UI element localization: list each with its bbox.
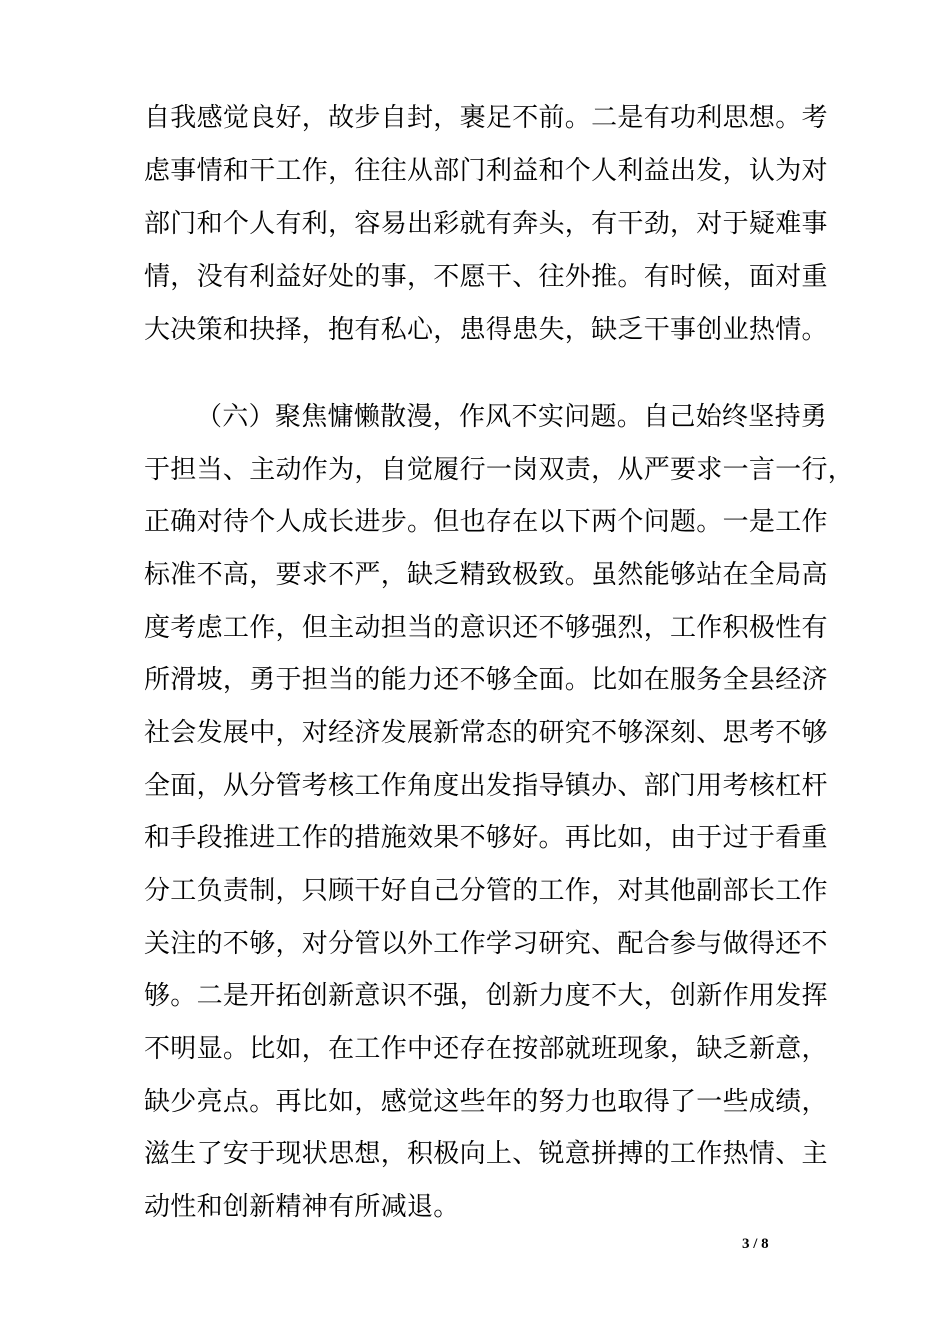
paragraph-line: 于担当、主动作为，自觉履行一岗双责，从严要求一言一行，	[144, 455, 855, 485]
paragraph-line: 所滑坡，勇于担当的能力还不够全面。比如在服务全县经济	[144, 665, 828, 695]
paragraph-line: 够。二是开拓创新意识不强，创新力度不大，创新作用发挥	[144, 981, 828, 1011]
paragraph-line: 正确对待个人成长进步。但也存在以下两个问题。一是工作	[144, 507, 828, 537]
paragraph-line: 部门和个人有利，容易出彩就有奔头，有干劲，对于疑难事	[144, 209, 828, 239]
page-number: 3 / 8	[742, 1236, 769, 1252]
paragraph-line: 虑事情和干工作，往往从部门利益和个人利益出发，认为对	[144, 156, 828, 186]
paragraph-line: 情，没有利益好处的事，不愿干、往外推。有时候，面对重	[144, 262, 828, 292]
paragraph-line: 缺少亮点。再比如，感觉这些年的努力也取得了一些成绩，	[144, 1087, 828, 1117]
paragraph-line: 和手段推进工作的措施效果不够好。再比如，由于过于看重	[144, 823, 828, 853]
paragraph-line: 度考虑工作，但主动担当的意识还不够强烈，工作积极性有	[144, 613, 828, 643]
paragraph-line: 分工负责制，只顾干好自己分管的工作，对其他副部长工作	[144, 876, 828, 906]
paragraph-line: 动性和创新精神有所减退。	[144, 1192, 460, 1222]
paragraph-line: 自我感觉良好，故步自封，裹足不前。二是有功利思想。考	[144, 103, 828, 133]
paragraph-line: 标准不高，要求不严，缺乏精致极致。虽然能够站在全局高	[144, 560, 828, 590]
paragraph-line: （六）聚焦慵懒散漫，作风不实问题。自己始终坚持勇	[196, 402, 828, 432]
paragraph-line: 滋生了安于现状思想，积极向上、锐意拼搏的工作热情、主	[144, 1139, 828, 1169]
paragraph-line: 社会发展中，对经济发展新常态的研究不够深刻、思考不够	[144, 718, 828, 748]
paragraph-line: 大决策和抉择，抱有私心，患得患失，缺乏干事创业热情。	[144, 315, 828, 345]
paragraph-line: 关注的不够，对分管以外工作学习研究、配合参与做得还不	[144, 929, 828, 959]
paragraph-line: 全面，从分管考核工作角度出发指导镇办、部门用考核杠杆	[144, 771, 828, 801]
paragraph-line: 不明显。比如，在工作中还存在按部就班现象，缺乏新意，	[144, 1034, 828, 1064]
